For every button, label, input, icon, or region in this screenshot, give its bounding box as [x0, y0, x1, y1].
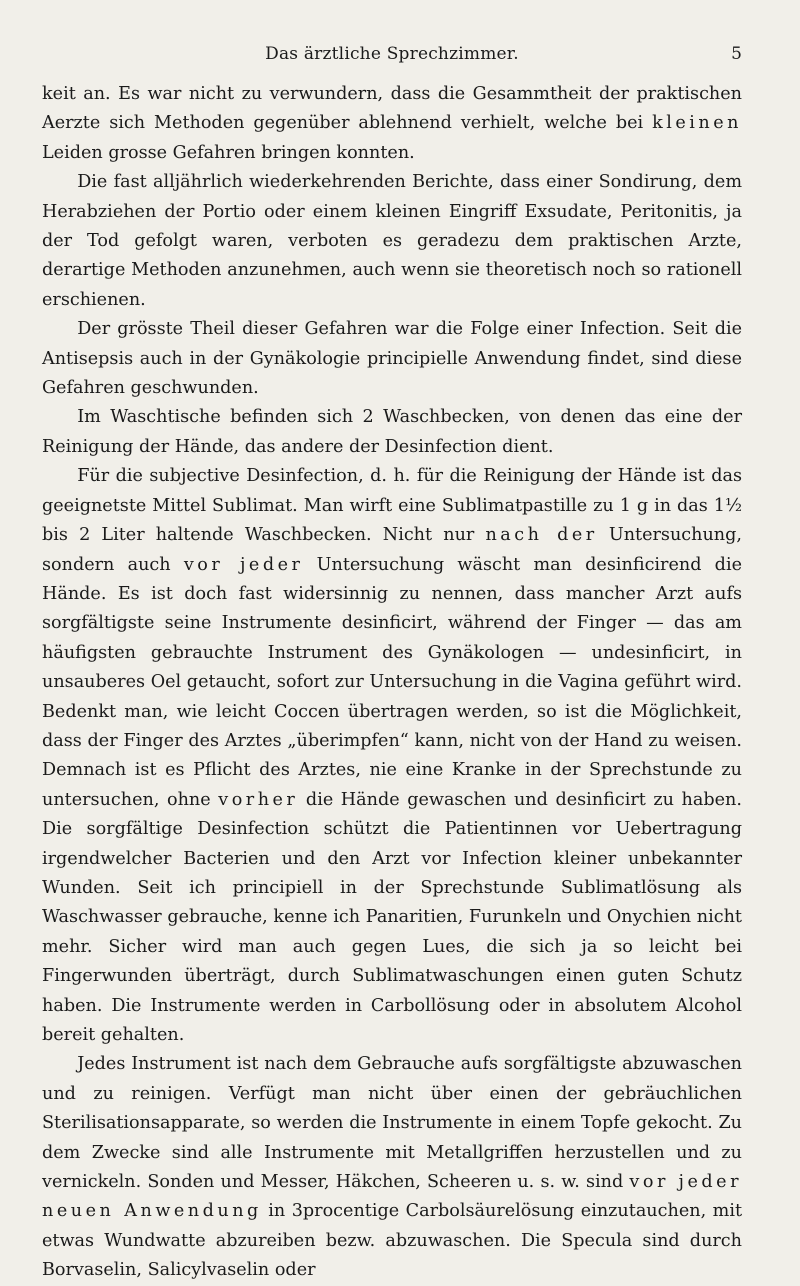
- body-text: [42, 80, 742, 1286]
- paragraph-5: [42, 462, 742, 1050]
- page-header: [42, 0, 742, 64]
- page-number: 5: [731, 44, 742, 64]
- spaced-emphasis: nach der: [485, 525, 598, 546]
- spaced-emphasis: kleinen: [652, 113, 742, 134]
- text-segment: die Hände gewaschen und desinficirt zu haben. Die sorgfältige Desinfection schützt die Patientinnen vor Uebertragung irgendwelcher Bacterien und den Arzt vor Infection kleiner unbekannter Wunden. Seit ich principiell in der Sprechstunde Sublimatlösung als Waschwasser gebrauche, kenne ich Panaritien, Furunkeln und Onychien nicht mehr. Sicher wird man auch gegen Lues, die sich ja so leicht bei Fingerwunden überträgt, durch Sublimatwaschungen einen guten Schutz haben. Die Instrumente werden in Carbollösung oder in absolutem Alcohol bereit gehalten.: [42, 789, 742, 1045]
- paragraph-3: [42, 315, 742, 403]
- text-segment: Untersuchung, sondern auch: [42, 525, 742, 575]
- text-segment: Untersuchung wäscht man desinficirend die Hände. Es ist doch fast widersinnig zu nennen, dass mancher Arzt aufs sorgfältigste seine Instrumente desinficirt, während der Finger — das am häufigsten gebrauchte Instrument des Gynäkologen — undesinficirt, in unsauberes Oel getaucht, sofort zur Untersuchung in die Vagina geführt wird. Bedenkt man, wie leicht Coccen übertragen werden, so ist die Möglichkeit, dass der Finger des Arztes „überimpfen“ kann, nicht von der Hand zu weisen. Demnach ist es Pflicht des Arztes, nie eine Kranke in der Sprechstunde zu untersuchen, ohne: [42, 554, 742, 810]
- text-segment: Leiden grosse Gefahren bringen konnten.: [42, 142, 415, 163]
- text-segment: Im Waschtische befinden sich 2 Waschbecken, von denen das eine der Reinigung der Hände, das andere der Desinfection dient.: [42, 407, 742, 457]
- paragraph-6: [42, 1050, 742, 1285]
- text-segment: in 3procentige Carbolsäurelösung einzutauchen, mit etwas Wundwatte abzureiben bezw. abzuwaschen. Die Specula sind durch Borvaselin, Salicylvaselin oder: [42, 1201, 743, 1281]
- running-head: Das ärztliche Sprechzimmer.: [265, 44, 519, 64]
- paragraph-2: [42, 168, 742, 315]
- spaced-emphasis: vor jeder: [183, 554, 304, 575]
- text-segment: Die fast alljährlich wiederkehrenden Berichte, dass einer Sondirung, dem Herabziehen der Portio oder einem kleinen Eingriff Exsudate, Peritonitis, ja der Tod gefolgt waren, verboten es geradezu dem praktischen Arzte, derartige Methoden anzunehmen, auch wenn sie theoretisch noch so rationell erschienen.: [42, 172, 742, 310]
- text-segment: Jedes Instrument ist nach dem Gebrauche aufs sorgfältigste abzuwaschen und zu reinigen. Verfügt man nicht über einen der gebräuchlichen Sterilisationsapparate, so werden die Instrumente in einem Topfe gekocht. Zu dem Zwecke sind alle Instrumente mit Metallgriffen herzustellen und zu vernickeln. Sonden und Messer, Häkchen, Scheeren u. s. w. sind: [42, 1054, 742, 1193]
- spaced-emphasis: vor jeder neuen Anwendung: [42, 1172, 742, 1222]
- text-segment: keit an. Es war nicht zu verwundern, dass die Gesammtheit der praktischen Aerzte sich Methoden gegenüber ablehnend verhielt, welche bei: [42, 84, 742, 134]
- paragraph-4: [42, 403, 742, 462]
- text-segment: Der grösste Theil dieser Gefahren war die Folge einer Infection. Seit die Antisepsis auch in der Gynäkologie principielle Anwendung findet, sind diese Gefahren geschwunden.: [42, 319, 742, 399]
- spaced-emphasis: vorher: [218, 789, 299, 810]
- paragraph-1: [42, 80, 742, 168]
- text-segment: Für die subjective Desinfection, d. h. für die Reinigung der Hände ist das geeignetste Mittel Sublimat. Man wirft eine Sublimatpastille zu 1 g in das 1½ bis 2 Liter haltende Waschbecken. Nicht nur: [42, 466, 742, 546]
